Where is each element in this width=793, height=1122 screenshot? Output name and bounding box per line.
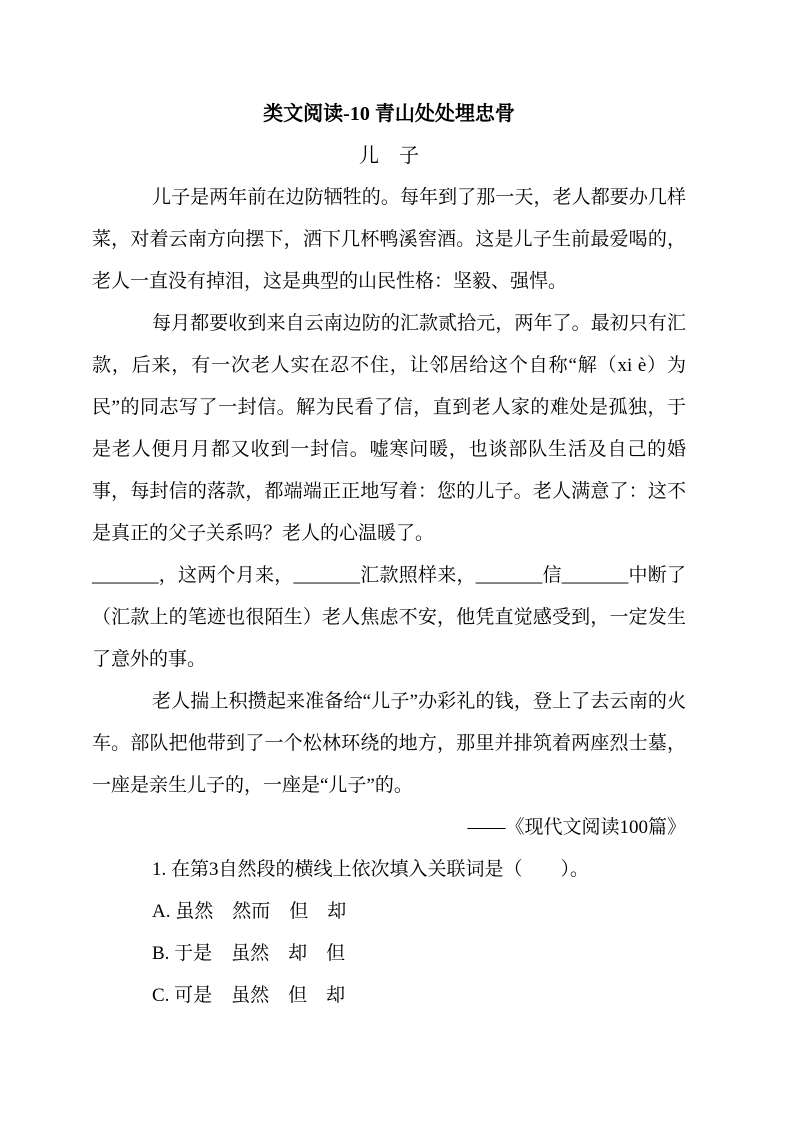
question-block bbox=[92, 849, 686, 1017]
body-paragraph: 儿子是两年前在边防牺牲的。每年到了那一天，老人都要办几样菜，对着云南方向摆下，洒下几杯鸭溪窖酒。这是儿子生前最爱喝的，老人一直没有掉泪，这是典型的山民性格：坚毅、强悍。 bbox=[92, 187, 686, 292]
answer-option: C. 可是 虽然 但 却 bbox=[152, 985, 346, 1006]
source-attribution: ——《现代文阅读100篇》 bbox=[467, 817, 686, 838]
document-subtitle: 儿 子 bbox=[359, 145, 419, 167]
document-title: 类文阅读-10 青山处处埋忠骨 bbox=[263, 103, 515, 125]
body-paragraph: 老人揣上积攒起来准备给“儿子”办彩礼的钱，登上了去云南的火车。部队把他带到了一个松林环绕的地方，那里并排筑着两座烈士墓，一座是亲生儿子的，一座是“儿子”的。 bbox=[92, 691, 686, 796]
document-body bbox=[92, 177, 686, 807]
question-text: 1. 在第3自然段的横线上依次填入关联词是（ ）。 bbox=[152, 859, 590, 880]
answer-option: A. 虽然 然而 但 却 bbox=[152, 901, 347, 922]
body-paragraph: 每月都要收到来自云南边防的汇款贰拾元，两年了。最初只有汇款，后来，有一次老人实在忍不住，让邻居给这个自称“解（xi è）为民”的同志写了一封信。解为民看了信，直到老人家的难处是孤独，于是老人便月月都又收到一封信。嘘寒问暖，也谈部队生活及自己的婚事，每封信的落款，都端端正正地写着：您的儿子。老人满意了：这不是真正的父子关系吗？老人的心温暖了。 bbox=[92, 313, 686, 544]
answer-option: B. 于是 虽然 却 但 bbox=[152, 943, 346, 964]
body-paragraph: _______，这两个月来，_______汇款照样来，_______信_______中断了（汇款上的笔迹也很陌生）老人焦虑不安，他凭直觉感受到，一定发生了意外的事。 bbox=[92, 565, 686, 670]
answer-options bbox=[92, 891, 686, 1017]
